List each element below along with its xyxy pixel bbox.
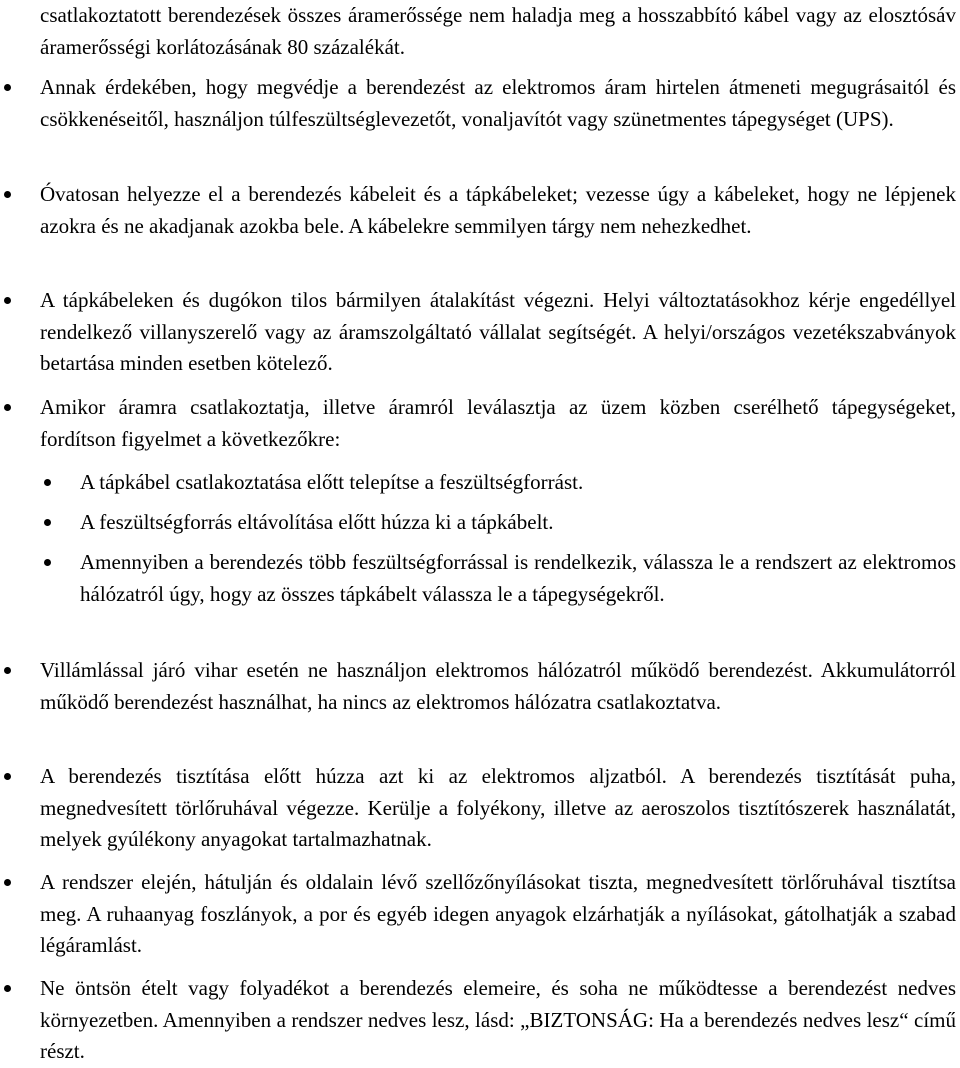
sub-list-item-text: A tápkábel csatlakoztatása előtt telepítse a feszültségforrást. (80, 470, 584, 494)
list-item (4, 72, 956, 135)
list-item-text: A rendszer elején, hátulján és oldalain lévő szellőzőnyílásokat tiszta, megnedvesített törlőruhával tisztítsa meg. A ruhaanyag foszlányok, a por és egyéb idegen anyagok elzárhatják a nyílásokat, gátolhatják a szabad légáramlást. (40, 870, 956, 957)
list-item-text: Villámlással járó vihar esetén ne használjon elektromos hálózatról működő berendezést. Akkumulátorról működő berendezést használhat, ha nincs az elektromos hálózatra csatlakoztatva. (40, 658, 956, 714)
sub-list-item (44, 507, 956, 539)
list-item (4, 973, 956, 1068)
bullet-icon (44, 559, 51, 566)
list-item (4, 655, 956, 718)
list-item-text: Annak érdekében, hogy megvédje a berendezést az elektromos áram hirtelen átmeneti megugrásaitól és csökkenéseitől, használjon túlfeszültséglevezetőt, vonaljavítót vagy szünetmentes tápegységet (UPS). (40, 75, 956, 131)
sub-list-item-text: A feszültségforrás eltávolítása előtt húzza ki a tápkábelt. (80, 510, 554, 534)
bullet-icon (4, 667, 11, 674)
bullet-icon (4, 985, 11, 992)
bullet-icon (4, 191, 11, 198)
list-item-text: A tápkábeleken és dugókon tilos bármilyen átalakítást végezni. Helyi változtatásokhoz kérje engedéllyel rendelkező villanyszerelő vagy az áramszolgáltató vállalat segítségét. A helyi/országos vezetékszabványok betartása minden esetben kötelező. (40, 288, 956, 375)
list-item-text: Óvatosan helyezze el a berendezés kábeleit és a tápkábeleket; vezesse úgy a kábeleket, hogy ne lépjenek azokra és ne akadjanak azokba bele. A kábelekre semmilyen tárgy nem nehezkedhet. (40, 182, 956, 238)
bullet-icon (4, 879, 11, 886)
sub-list-item (44, 547, 956, 610)
list-item (4, 867, 956, 962)
bullet-icon (4, 404, 11, 411)
bullet-icon (44, 479, 51, 486)
list-item-text: Ne öntsön ételt vagy folyadékot a berendezés elemeire, és soha ne működtesse a berendezést nedves környezetben. Amennyiben a rendszer nedves lesz, lásd: „BIZTONSÁG: Ha a berendezés nedves lesz“ című részt. (40, 976, 956, 1063)
bullet-icon (44, 519, 51, 526)
sub-list-item-text: Amennyiben a berendezés több feszültségforrással is rendelkezik, válassza le a rendszert az elektromos hálózatról úgy, hogy az összes tápkábelt válassza le a tápegységekről. (80, 550, 956, 606)
list-item-text: A berendezés tisztítása előtt húzza azt ki az elektromos aljzatból. A berendezés tisztítását puha, megnedvesített törlőruhával végezze. Kerülje a folyékony, illetve az aeroszolos tisztítószerek használatát, melyek gyúlékony anyagokat tartalmazhatnak. (40, 764, 956, 851)
bullet-icon (4, 297, 11, 304)
list-item (4, 285, 956, 380)
list-item (4, 761, 956, 856)
list-item-text: Amikor áramra csatlakoztatja, illetve áramról leválasztja az üzem közben cserélhető tápegységeket, fordítson figyelmet a következőkre: (40, 395, 956, 451)
lead-paragraph: csatlakoztatott berendezések összes áramerőssége nem haladja meg a hosszabbító kábel vagy az elosztósáv áramerősségi korlátozásának 80 százalékát. (40, 3, 956, 59)
list-item (4, 392, 956, 455)
sub-list-item (44, 467, 956, 499)
bullet-icon (4, 84, 11, 91)
bullet-icon (4, 773, 11, 780)
list-item (4, 179, 956, 242)
